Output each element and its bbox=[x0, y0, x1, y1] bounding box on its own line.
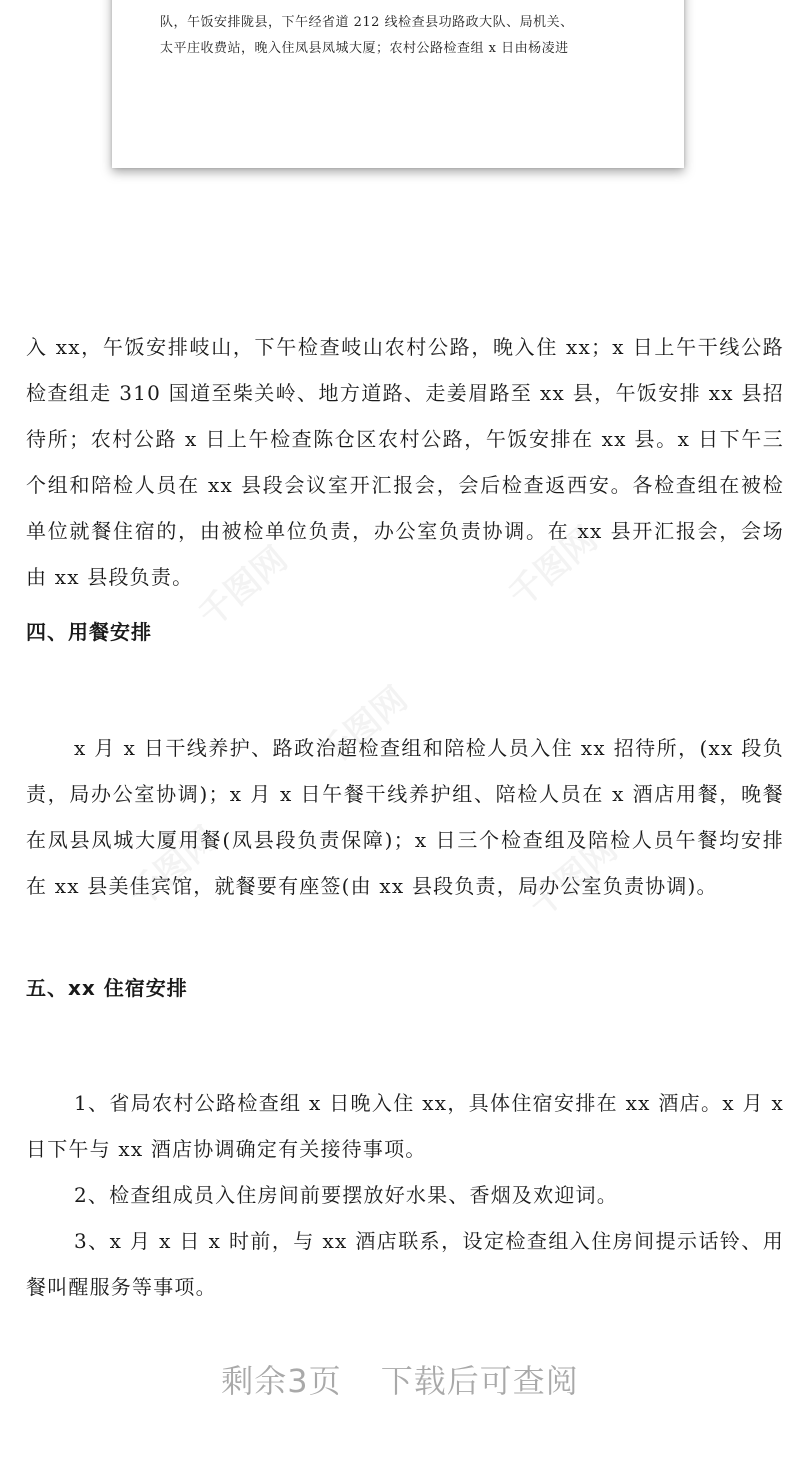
download-prompt[interactable] bbox=[0, 1356, 800, 1402]
section4-body bbox=[26, 725, 784, 909]
preview-line-2: 太平庄收费站，晚入住凤县凤城大厦；农村公路检查组 x 日由杨凌进 bbox=[160, 41, 569, 56]
download-to-view-label[interactable]: 下载后可查阅 bbox=[380, 1362, 579, 1400]
section4-heading: 四、用餐安排 bbox=[26, 620, 152, 644]
remaining-pages-label: 剩余3页 bbox=[221, 1362, 342, 1400]
section3-continuation bbox=[26, 324, 784, 600]
section5-item-1: 1、省局农村公路检查组 x 日晚入住 xx，具体住宿安排在 xx 酒店。x 月 x 日下午与 xx 酒店协调确定有关接待事项。 bbox=[26, 1091, 784, 1161]
watermark-3: 千图网 bbox=[311, 679, 416, 776]
section5-item-2: 2、检查组成员入住房间前要摆放好水果、香烟及欢迎词。 bbox=[74, 1183, 618, 1207]
preview-page-card bbox=[112, 0, 684, 168]
section3-paragraph: 入 xx，午饭安排岐山，下午检查岐山农村公路，晚入住 xx；x 日上午干线公路检查组走 310 国道至柴关岭、地方道路、走姜眉路至 xx 县，午饭安排 xx 县招待所；农村公路 x 日上午检查陈仓区农村公路，午饭安排在 xx 县。x 日下午三个组和陪检人员在 xx 县段会议室开汇报会，会后检查返西安。各检查组在被检单位就餐住宿的，由被检单位负责，办公室负责协调。在 xx 县开汇报会，会场由 xx 县段负责。 bbox=[26, 335, 784, 589]
section5-body bbox=[26, 1080, 784, 1310]
watermark-4: 千图网 bbox=[121, 819, 226, 916]
watermark-2: 千图网 bbox=[501, 519, 606, 616]
preview-line-1: 队，午饭安排陇县，下午经省道 212 线检查县功路政大队、局机关、 bbox=[160, 15, 574, 30]
section4-paragraph: x 月 x 日干线养护、路政治超检查组和陪检人员入住 xx 招待所，(xx 段负责，局办公室协调)；x 月 x 日午餐干线养护组、陪检人员在 x 酒店用餐，晚餐在凤县凤城大厦用餐(凤县段负责保障)；x 日三个检查组及陪检人员午餐均安排在 xx 县美佳宾馆，就餐要有座签(由 xx 县段负责，局办公室负责协调)。 bbox=[26, 736, 784, 898]
section5-heading: 五、xx 住宿安排 bbox=[26, 976, 188, 1000]
watermark-1: 千图网 bbox=[191, 539, 296, 636]
watermark-5: 千图网 bbox=[521, 829, 626, 926]
section5-item-3: 3、x 月 x 日 x 时前，与 xx 酒店联系，设定检查组入住房间提示话铃、用餐叫醒服务等事项。 bbox=[26, 1229, 784, 1299]
